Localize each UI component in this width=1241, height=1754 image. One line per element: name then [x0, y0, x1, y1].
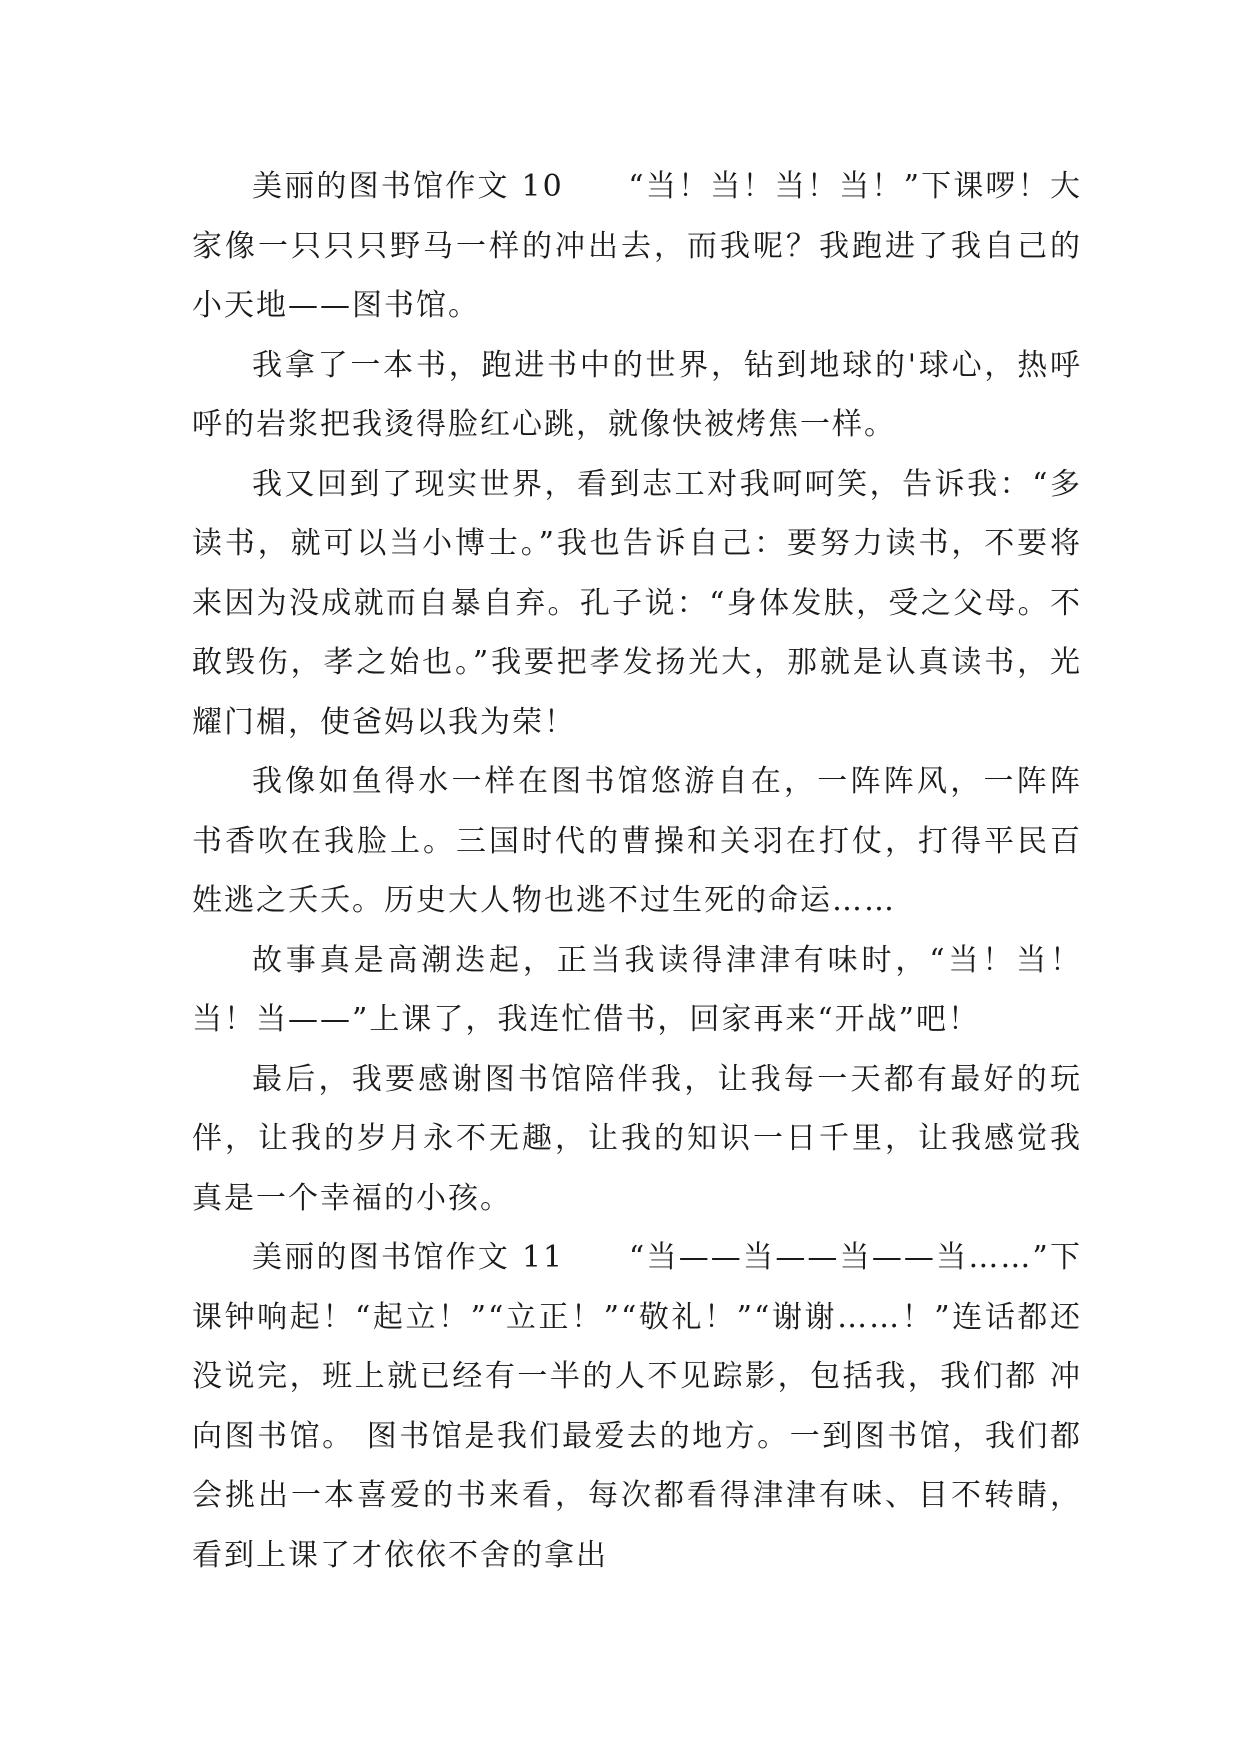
essay-body: [192, 157, 1082, 1585]
paragraph-essay-11-intro: 美丽的图书馆作文 11 “当——当——当——当……”下课钟响起！“起立！”“立正！”“敬礼！”“谢谢……！”连话都还没说完，班上就已经有一半的人不见踪影，包括我，我们都 冲向图书馆。 图书馆是我们最爱去的地方。一到图书馆，我们都会挑出一本喜爱的书来看，每次都看得津津有味、目不转睛，看到上课了才依依不舍的拿出: [192, 1240, 1082, 1573]
paragraph-essay-10-intro: 美丽的图书馆作文 10 “当！当！当！当！”下课啰！大家像一只只只野马一样的冲出去，而我呢？我跑进了我自己的小天地——图书馆。: [192, 169, 1082, 323]
paragraph-enjoying-library: 我像如鱼得水一样在图书馆悠游自在，一阵阵风，一阵阵书香吹在我脸上。三国时代的曹操和关羽在打仗，打得平民百姓逃之夭夭。历史大人物也逃不过生死的命运……: [192, 764, 1082, 918]
paragraph-back-to-reality: 我又回到了现实世界，看到志工对我呵呵笑，告诉我：“多读书，就可以当小博士。”我也告诉自己：要努力读书，不要将来因为没成就而自暴自弃。孔子说：“身体发肤，受之父母。不敢毁伤，孝之始也。”我要把孝发扬光大，那就是认真读书，光耀门楣，使爸妈以我为荣！: [192, 466, 1082, 740]
paragraph-reading-book: 我拿了一本书，跑进书中的世界，钻到地球的'球心，热呼呼的岩浆把我烫得脸红心跳，就像快被烤焦一样。: [192, 347, 1082, 442]
paragraph-gratitude: 最后，我要感谢图书馆陪伴我，让我每一天都有最好的玩伴，让我的岁月永不无趣，让我的知识一日千里，让我感觉我真是一个幸福的小孩。: [192, 1061, 1082, 1216]
paragraph-class-bell: 故事真是高潮迭起，正当我读得津津有味时，“当！当！当！当——”上课了，我连忙借书，回家再来“开战”吧！: [192, 942, 1082, 1037]
